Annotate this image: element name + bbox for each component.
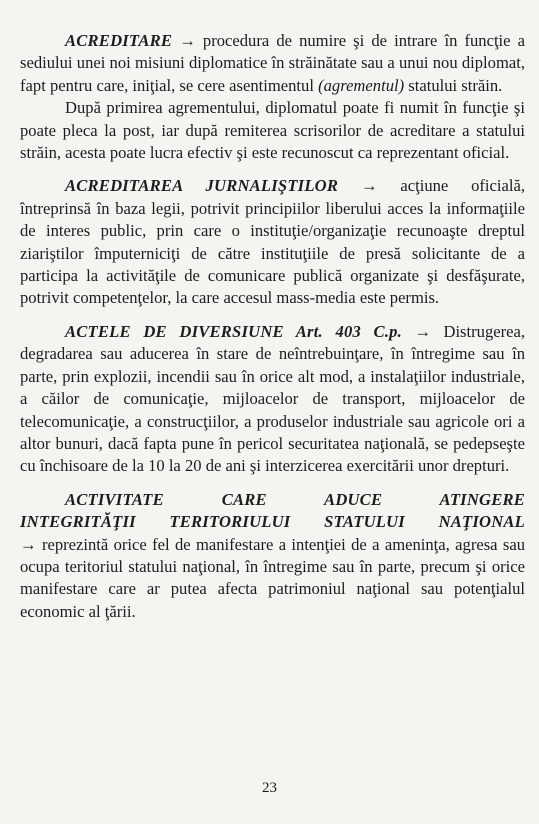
arrow-symbol: → [360,176,378,196]
entry-paragraph-2: După primirea agrementului, diplomatul poate fi numit în funcţie şi poate pleca la post, iar după remiterea scrisorilor de acreditare a statului străin, acesta poate lucra efectiv şi este recunoscut ca reprezentant oficial. [20,98,525,163]
entry-activitate-atingere-integritatii [20,489,525,623]
entry-acreditarea-jurnalistilor [20,175,525,309]
entry-paragraph [20,30,525,97]
entry-text: reprezintă orice fel de manifestare a intenţiei de a ameninţa, agresa sau ocupa teritoriul statului naţional, în întregime sau în parte, precum şi orice manifestare care ar putea afecta patrimoniul naţional sau potenţialul economic al ţării. [20,534,525,621]
entry-term-line-2: INTEGRITĂŢII TERITORIULUI STATULUI NAŢIONAL [20,512,525,532]
entry-term: ACREDITARE [65,31,173,50]
arrow-symbol: → [179,31,196,50]
page-content [20,30,525,634]
entry-paragraph [20,489,525,623]
entry-text-end: statului străin. [404,75,503,95]
entry-term: ACTELE DE DIVERSIUNE Art. 403 C.p. [65,321,403,341]
entry-italic-note: (agrementul) [318,75,405,95]
entry-paragraph [20,175,525,309]
entry-text: acţiune oficială, întreprinsă în baza legii, potrivit principiilor liberului acces la informaţiile de interes public, prin care o instituţie/organizaţie recunoaşte dreptul ziariştilor împuterniciţi de către instituţiile de presă solicitante de a participa la activităţile de comunicare publică organizate şi desfăşurate, potrivit competenţelor, la care accesul mass-media este permis. [20,176,525,308]
page-number: 23 [262,780,277,796]
entry-acreditare [20,30,525,164]
entry-term-line-1: ACTIVITATE CARE ADUCE ATINGERE [65,489,525,509]
entry-text: procedura de numire şi de intrare în funcţie a sediului unei noi misiuni diplomatice în străinătate sau a unui nou diplomat, fapt pentru care, iniţial, se cere asentimentul [20,31,525,95]
entry-actele-de-diversiune [20,321,525,478]
entry-paragraph [20,321,525,478]
entry-term: ACREDITAREA JURNALIŞTILOR [65,176,339,196]
entry-text: Distrugerea, degradarea sau aducerea în stare de neîntrebuinţare, în întregime sau în parte, prin explozii, incendii sau în orice alt mod, a instalaţiilor industriale, a căilor de comunicaţie, mijloacelor de transport, mijloacelor de telecomunicaţie, a construcţiilor, a produselor industriale sau agricole ori a altor bunuri, dacă fapta pune în pericol securitatea naţională, se pedepseşte cu închisoare de la 10 la 20 de ani şi interzicerea exercitării unor drepturi. [20,321,526,476]
arrow-symbol: → [414,321,432,341]
arrow-symbol: → [20,534,37,554]
